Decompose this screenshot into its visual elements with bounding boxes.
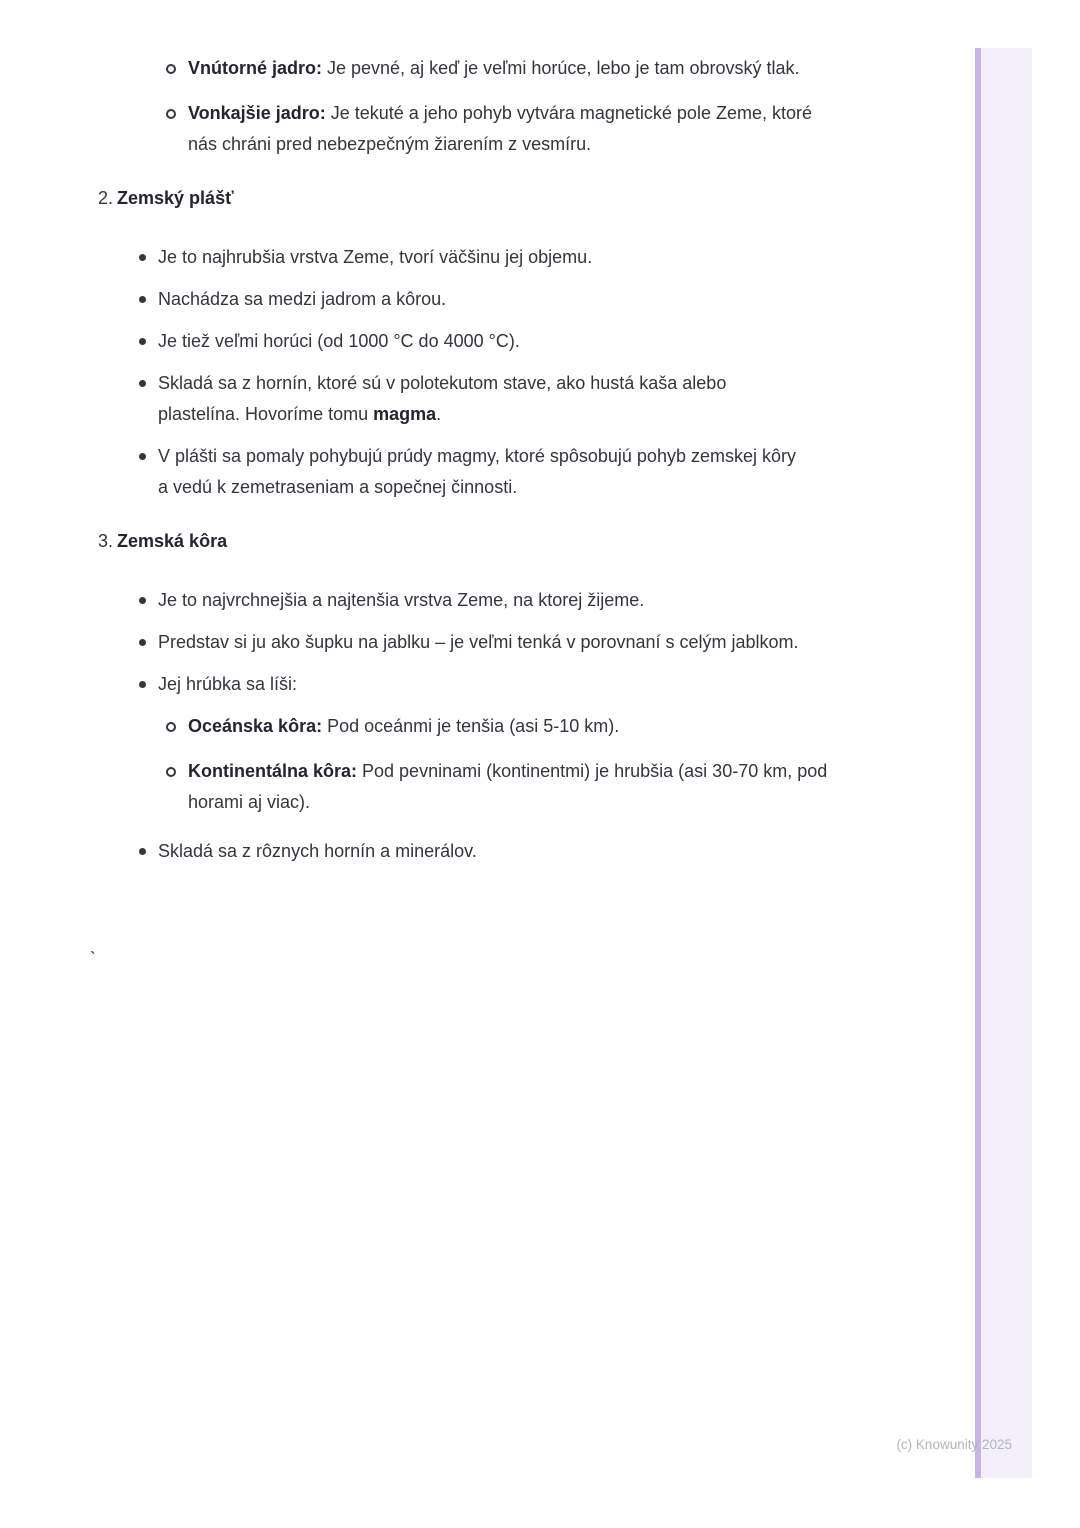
list-item-text: Je to najhrubšia vrstva Zeme, tvorí väčšinu jej objemu. <box>158 247 593 267</box>
section-number: 3. <box>98 531 114 551</box>
emphasized-term: magma <box>373 404 437 424</box>
list-item <box>0 669 806 700</box>
list-item <box>0 326 806 357</box>
section-heading <box>0 526 1080 557</box>
list-item <box>0 284 806 315</box>
list-item-label: Vnútorné jadro: <box>188 58 322 78</box>
list-item-text: Skladá sa z rôznych hornín a minerálov. <box>158 841 477 861</box>
core-sublist <box>0 53 1080 160</box>
list-item-label: Oceánska kôra: <box>188 716 323 736</box>
list-item <box>0 53 836 84</box>
list-item-text: Je to najvrchnejšia a najtenšia vrstva Zeme, na ktorej žijeme. <box>158 590 645 610</box>
list-item-text: Je tiež veľmi horúci (od 1000 °C do 4000 °C). <box>158 331 520 351</box>
list-item-text: Pod pevninami (kontinentmi) je hrubšia (asi 30-70 km, pod horami aj viac). <box>188 761 828 812</box>
list-item <box>0 441 806 503</box>
list-item-text: Nachádza sa medzi jadrom a kôrou. <box>158 289 447 309</box>
list-item-text: Skladá sa z hornín, ktoré sú v polotekutom stave, ako hustá kaša alebo plastelína. Hovoríme tomu <box>158 373 727 424</box>
list-item <box>0 242 806 273</box>
crust-sublist <box>0 711 1080 818</box>
page-margin-highlight-bar <box>975 48 1032 1478</box>
section-bullet-list <box>0 242 1080 503</box>
section-number: 2. <box>98 188 114 208</box>
list-item-text: Je tekuté a jeho pohyb vytvára magnetické pole Zeme, ktoré nás chráni pred nebezpečným žiarením z vesmíru. <box>188 103 812 154</box>
list-item-text: V plášti sa pomaly pohybujú prúdy magmy, ktoré spôsobujú pohyb zemskej kôry a vedú k zemetraseniam a sopečnej činnosti. <box>158 446 796 497</box>
list-item-label: Vonkajšie jadro: <box>188 103 326 123</box>
list-item <box>0 756 836 818</box>
list-item <box>0 627 806 658</box>
list-item-text: . <box>436 404 442 424</box>
list-item <box>0 98 836 160</box>
list-item-text: Pod oceánmi je tenšia (asi 5-10 km). <box>322 716 620 736</box>
list-item-text: Predstav si ju ako šupku na jablku – je veľmi tenká v porovnaní s celým jablkom. <box>158 632 799 652</box>
list-item <box>0 585 806 616</box>
copyright-text: (c) Knowunity 2025 <box>896 1437 1012 1452</box>
section-heading <box>0 183 1080 214</box>
list-item-label: Kontinentálna kôra: <box>188 761 358 781</box>
list-item-text: Jej hrúbka sa líši: <box>158 674 298 694</box>
section-bullet-list <box>0 585 1080 867</box>
section-title: Zemská kôra <box>117 531 228 551</box>
list-item <box>0 836 806 867</box>
list-item-text: Je pevné, aj keď je veľmi horúce, lebo je tam obrovský tlak. <box>322 58 800 78</box>
list-item <box>0 368 806 430</box>
section-title: Zemský plášť <box>117 188 234 208</box>
stray-backtick-character: ` <box>90 949 96 969</box>
list-item <box>0 711 836 742</box>
